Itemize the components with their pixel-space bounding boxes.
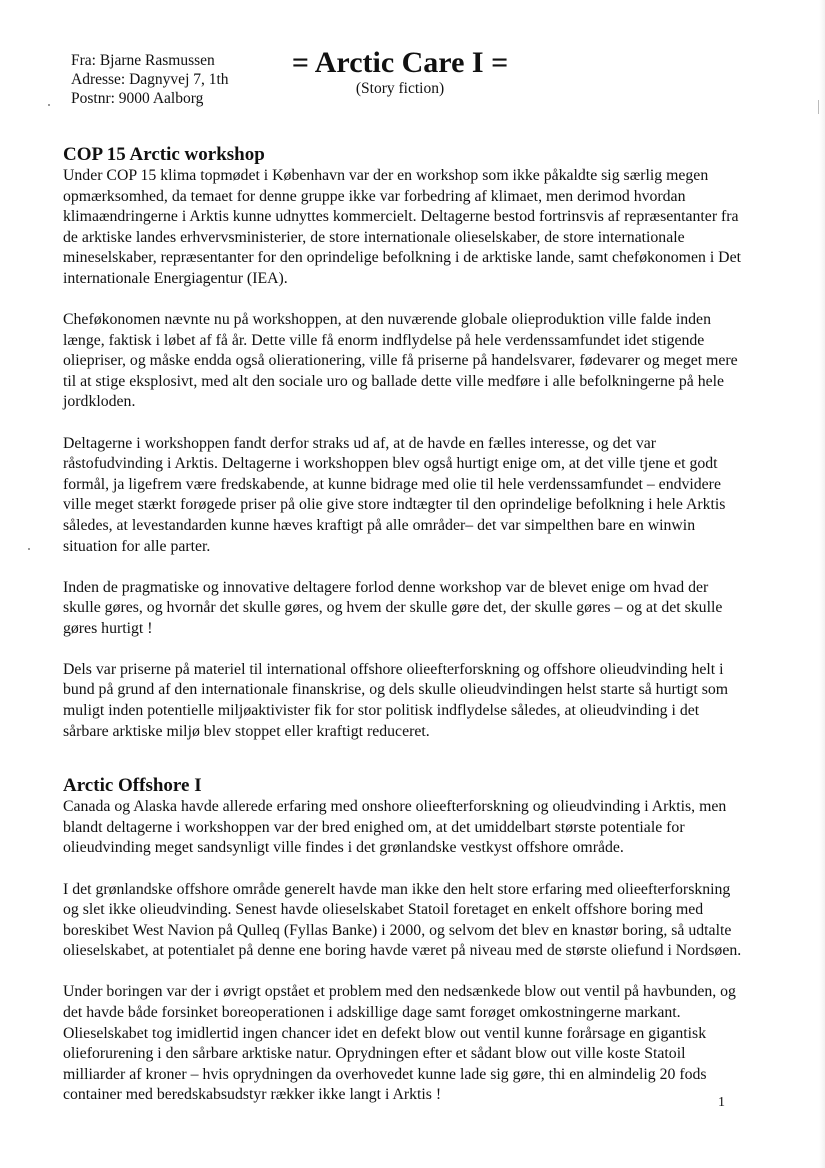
paragraph: Dels var priserne på materiel til international offshore olieefterforskning og offshore olieudvinding helt i bund på grund af den internationale finanskrise, og dels skulle olieudvindingen helst starte så hurtigt som muligt inden potentielle miljøaktivister fik for stor politisk indflydelse således, at olieudvinding i det sårbare arktiske miljø blev stoppet eller kraftigt reduceret. xyxy=(63,660,729,740)
document-title: = Arctic Care I = xyxy=(291,46,509,79)
scan-edge-shadow xyxy=(819,0,825,1168)
paragraph: Under COP 15 klima topmødet i København var der en workshop som ikke påkaldte sig særlig megen opmærksomhed, da temaet for denne gruppe ikke var forbedring af klimaet, men derimod hvordan klimaændringerne i Arktis kunne udnyttes kommercielt. Deltagerne bestod fortrinsvis af repræsentanter fra de arktiske landes erhvervsministerier, de store internationale olieselskaber, de store internationale mineselskaber, repræsentanter for den oprindelige befolkning i de arktiske lande, samt cheføkonomen i Det internationale Energiagentur (IEA). xyxy=(63,167,741,287)
sender-name: Fra: Bjarne Rasmussen xyxy=(71,52,215,69)
document-subtitle: (Story fiction) xyxy=(355,80,445,97)
section-spacer xyxy=(63,742,743,775)
paragraph: Inden de pragmatiske og innovative deltagere forlod denne workshop var de blevet enige om hvad der skulle gøres, og hvornår det skulle gøres, og hvem der skulle gøre det, der skulle gøres – og at det skulle gøres hurtigt ! xyxy=(63,578,723,637)
title-block xyxy=(280,45,520,99)
paragraph: Cheføkonomen nævnte nu på workshoppen, at den nuværende globale olieproduktion ville falde inden længe, faktisk i løbet af få år. Dette ville få enorm indflydelse på hele verdenssamfundet idet stigende oliepriser, og måske endda også olierationering, ville få priserne på handelsvarer, fødevarer og meget mere til at stige eksplosivt, med alt den sociale uro og ballade dette ville medføre i alle befolkningerne på hele jordkloden. xyxy=(63,311,738,411)
page-number: 1 xyxy=(718,1095,725,1110)
sender-postal-code: Postnr: 9000 Aalborg xyxy=(71,90,204,107)
paragraph: Under boringen var der i øvrigt opstået et problem med den nedsænkede blow out ventil på havbunden, og det havde både forsinket boreoperationen i adskillige dage samt forøget omkostningerne markant. Olieselskabet tog imidlertid ingen chancer idet en defekt blow out ventil kunne forårsage en gigantisk olieforurening i den sårbare arktiske natur. Oprydningen efter et sådant blow out ville koste Statoil milliarder af kroner – hvis oprydningen da overhovedet kunne lade sig gøre, thi en almindelig 20 fods container med beredskabsudstyr rækker ikke langt i Arktis ! xyxy=(63,983,736,1104)
sender-block xyxy=(71,51,229,108)
paragraph: I det grønlandske offshore område generelt havde man ikke den helt store erfaring med olieefterforskning og slet ikke olieudvinding. Senest havde olieselskabet Statoil foretaget en enkelt offshore boring med boreskibet West Navion på Qulleq (Fyllas Banke) i 2000, og selvom det blev en knastør boring, så udtalte olieselskabet, at potentialet på denne ene boring havde været på niveau med de største oliefund i Nordsøen. xyxy=(63,880,742,960)
section-heading-cop15: COP 15 Arctic workshop xyxy=(63,144,265,165)
section-heading-arctic-offshore: Arctic Offshore I xyxy=(63,775,202,797)
scan-speck xyxy=(48,104,50,106)
paragraph: Deltagerne i workshoppen fandt derfor straks ud af, at de havde en fælles interesse, og det var råstofudvinding i Arktis. Deltagerne i workshoppen blev også hurtigt enige om, at det ville tjene et godt formål, ja ligefrem være fredskabende, at kunne bidrage med olie til hele verdenssamfundet – endvidere ville meget stærkt forøgede priser på olie give store indtægter til den oprindelige befolkning i hele Arktis således, at levestandarden kunne hæves kraftigt på alle områder– det var simpelthen bare en winwin situation for alle parter. xyxy=(63,434,726,555)
paragraph: Canada og Alaska havde allerede erfaring med onshore olieefterforskning og olieudvinding i Arktis, men blandt deltagerne i workshoppen var der bred enighed om, at det umiddelbart største potentiale for olieudvinding meget sandsynligt ville findes i det grønlandske vestkyst offshore område. xyxy=(63,798,727,857)
scan-speck xyxy=(28,548,30,550)
sender-address: Adresse: Dagnyvej 7, 1th xyxy=(71,71,229,88)
document-body xyxy=(63,144,743,1106)
